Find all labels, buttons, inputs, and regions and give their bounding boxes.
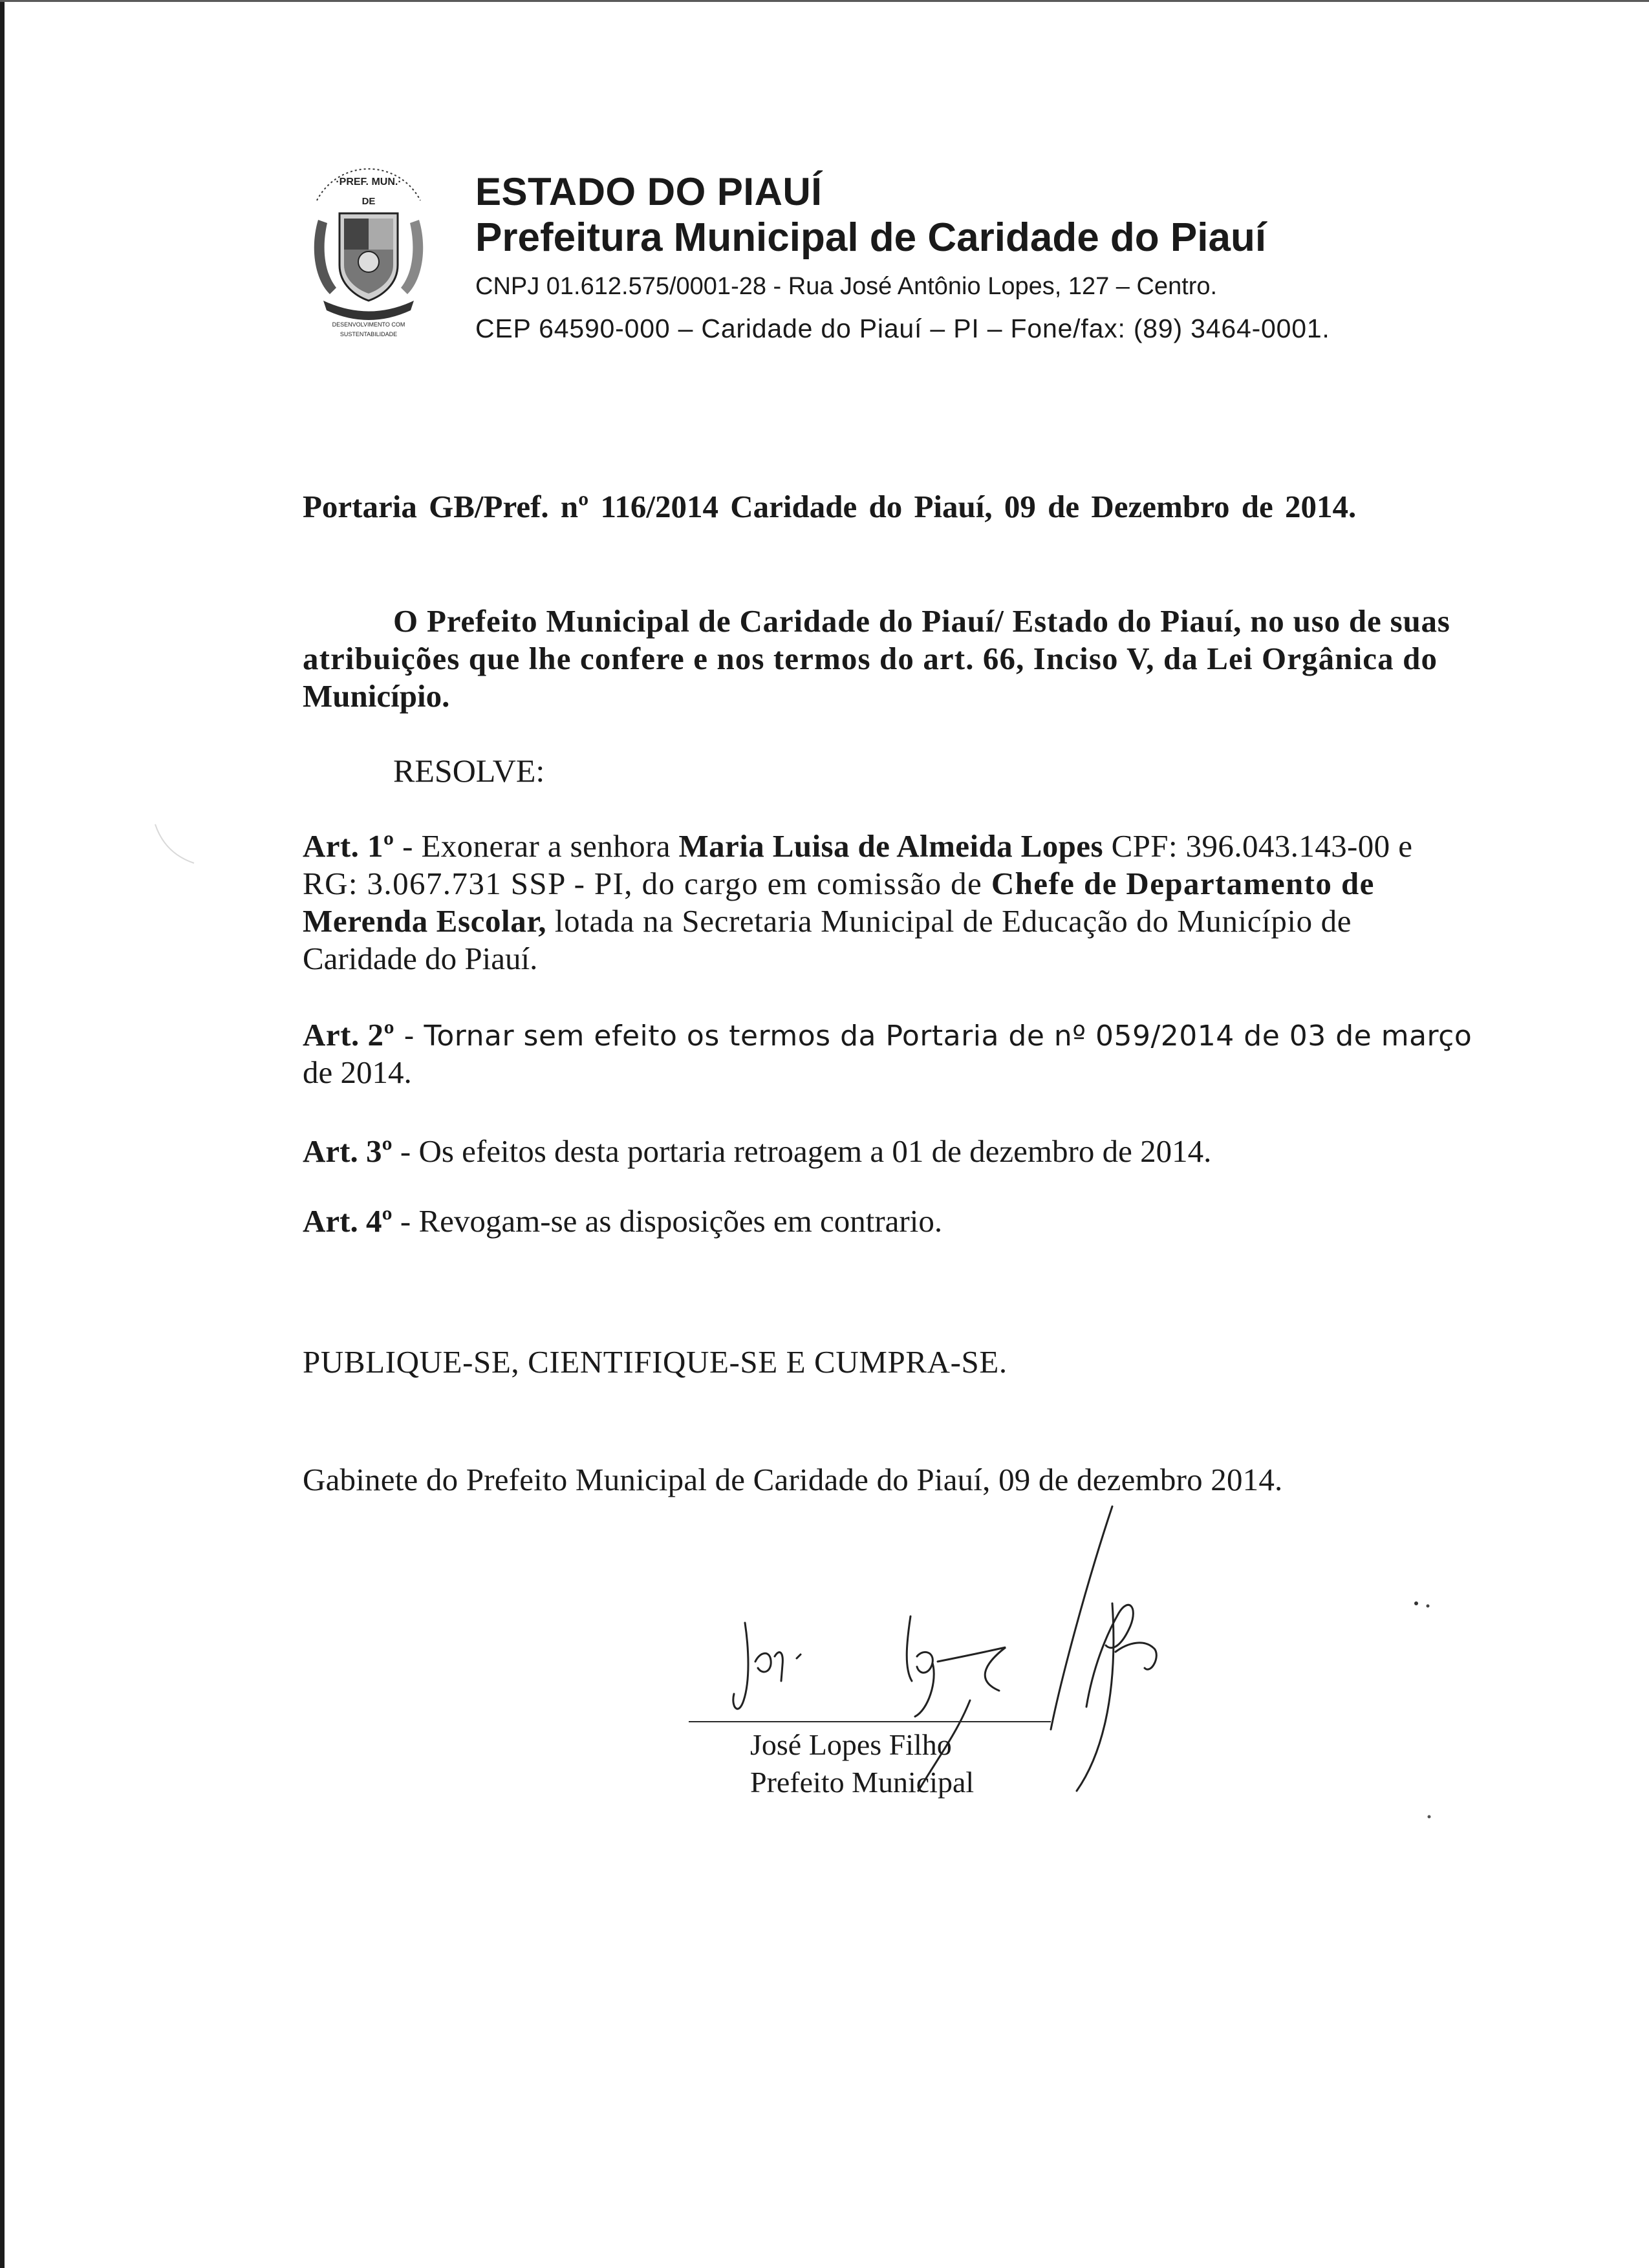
intro-line-2: atribuições que lhe confere e nos termos do art. 66, Inciso V, da Lei Orgânica do [303,641,1438,676]
scan-border-top [0,0,1649,2]
article-3 [303,1133,1211,1170]
svg-text:DE: DE [361,196,376,207]
letterhead-cep-contact: CEP 64590-000 – Caridade do Piauí – PI – Fone/fax: (89) 3464-0001. [475,314,1330,343]
article-1-text-d: lotada na Secretaria Municipal de Educação do Município de [546,903,1352,939]
closing-statement: Gabinete do Prefeito Municipal de Caridade do Piauí, 09 de dezembro 2014. [303,1462,1283,1497]
article-1-line-4: Caridade do Piauí. [303,941,538,976]
letterhead-prefecture: Prefeitura Municipal de Caridade do Piauí [475,215,1267,260]
scan-specks [1410,1597,1461,1830]
article-4-text: - Revogam-se as disposições em contrario. [392,1203,943,1239]
article-1-text-c: RG: 3.067.731 SSP - PI, do cargo em comissão de [303,866,991,901]
publish-statement: PUBLIQUE-SE, CIENTIFIQUE-SE E CUMPRA-SE. [303,1344,1008,1380]
svg-text:SUSTENTABILIDADE: SUSTENTABILIDADE [339,331,398,337]
article-3-label: Art. 3º [303,1133,393,1169]
svg-text:·PREF. MUN.·: ·PREF. MUN.· [336,177,402,187]
article-2-line-1 [303,1016,1472,1055]
article-1-position-b: Merenda Escolar, [303,903,547,939]
svg-text:DESENVOLVIMENTO COM: DESENVOLVIMENTO COM [332,321,405,328]
article-1-label: Art. 1º [303,828,394,864]
article-2-text: - Tornar sem efeito os termos da Portaria de nº 059/2014 de 03 de março [394,1020,1472,1053]
signatory-name: José Lopes Filho [750,1728,952,1761]
article-2-label: Art. 2º [303,1017,395,1053]
municipal-crest-icon [304,155,433,349]
article-1-position-a: Chefe de Departamento de [991,866,1375,901]
article-1-line-3 [303,903,1352,940]
article-4-label: Art. 4º [303,1203,393,1239]
intro-line-3: Município. [303,678,450,714]
scan-smudge [142,818,200,870]
letterhead-cnpj-address: CNPJ 01.612.575/0001-28 - Rua José Antônio Lopes, 127 – Centro. [475,273,1218,300]
article-4 [303,1203,942,1240]
signatory-role: Prefeito Municipal [750,1766,975,1799]
signature-line [689,1721,1051,1722]
resolve-heading: RESOLVE: [393,753,545,789]
article-3-text: - Os efeitos desta portaria retroagem a 01 de dezembro de 2014. [392,1133,1212,1169]
article-1-text-a: - Exonerar a senhora [394,828,679,864]
article-1-person-name: Maria Luisa de Almeida Lopes [678,828,1103,864]
article-1-line-2 [303,865,1375,903]
article-1-text-b: CPF: 396.043.143-00 e [1103,828,1413,864]
article-1-line-1 [303,828,1412,865]
letterhead-state: ESTADO DO PIAUÍ [475,170,823,213]
portaria-header: Portaria GB/Pref. nº 116/2014 Caridade do Piauí, 09 de Dezembro de 2014. [303,489,1357,524]
intro-line-1: O Prefeito Municipal de Caridade do Piauí/ Estado do Piauí, no uso de suas [393,603,1450,639]
article-2-line-2: de 2014. [303,1054,412,1090]
scan-border-left [0,0,5,2268]
